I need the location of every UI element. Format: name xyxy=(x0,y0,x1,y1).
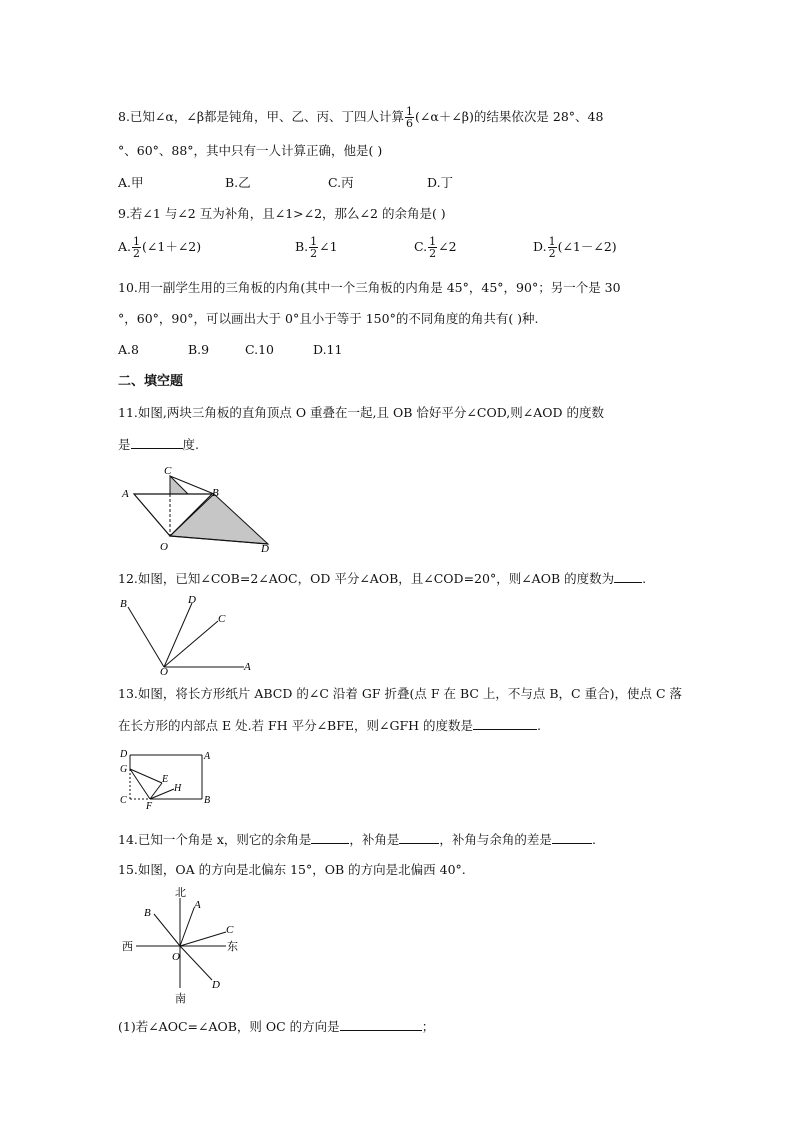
q8-option-b: B.乙 xyxy=(225,175,251,190)
q9-c-label: C. xyxy=(414,239,428,254)
q13-figure xyxy=(118,745,218,809)
q14-blank-supplement xyxy=(399,830,439,844)
q11-line2 xyxy=(118,435,199,454)
q13-label-f: F xyxy=(146,801,153,809)
q13-line2 xyxy=(118,716,541,735)
q9-a-num: 1 xyxy=(133,235,141,248)
q9-a-label: A. xyxy=(118,239,132,254)
q9-c-num: 1 xyxy=(429,235,437,248)
q12-line xyxy=(118,569,646,588)
q11-label-a: A xyxy=(122,488,129,500)
q9-b-label: B. xyxy=(295,239,309,254)
q15-label-b: B xyxy=(144,907,151,919)
q10-option-a: A.8 xyxy=(118,342,139,357)
q13-label-e: E xyxy=(162,774,169,785)
q11-line2-post: 度. xyxy=(182,437,199,452)
q13-line2-pre: 在长方形的内部点 E 处.若 FH 平分∠BFE，则∠GFH 的度数是 xyxy=(118,718,474,733)
q9-a-den: 2 xyxy=(133,247,141,260)
q11-line2-pre: 是 xyxy=(118,437,131,452)
q15-sub1-blank xyxy=(340,1017,422,1031)
q10-option-d: D.11 xyxy=(313,342,343,357)
q15-label-east: 东 xyxy=(227,940,238,953)
q9-b-num: 1 xyxy=(310,235,318,248)
q8-line1 xyxy=(118,106,603,129)
q8-frac-num: 1 xyxy=(406,105,414,118)
q9-c-den: 2 xyxy=(429,247,437,260)
q8-option-a: A.甲 xyxy=(118,175,144,190)
q12-stem-end: . xyxy=(642,571,647,586)
q14-line xyxy=(118,830,596,849)
q15-sub1-pre: (1)若∠AOC=∠AOB，则 OC 的方向是 xyxy=(118,1019,340,1034)
q9-c-fraction xyxy=(428,236,437,259)
q15-ray-ob xyxy=(154,914,180,946)
q8-option-c: C.丙 xyxy=(328,175,354,190)
q14-part2: ，补角是 xyxy=(349,832,400,847)
q9-b-fraction xyxy=(309,236,318,259)
q13-answer-blank xyxy=(473,716,537,730)
q11-label-d: D xyxy=(261,543,269,555)
q8-line2: °、60°、88°，其中只有一人计算正确，他是( ) xyxy=(118,143,383,158)
q8-stem-pre: 8.已知∠α，∠β都是钝角，甲、乙、丙、丁四人计算 xyxy=(118,109,405,124)
q12-figure xyxy=(118,593,258,675)
q12-label-c: C xyxy=(218,613,226,625)
q9-d-den: 2 xyxy=(548,247,556,260)
q15-label-d: D xyxy=(212,979,220,991)
q14-blank-complement xyxy=(311,830,349,844)
q15-sub1-post: ； xyxy=(421,1019,435,1034)
q13-label-d: D xyxy=(120,749,128,760)
q12-ray-ob xyxy=(128,607,164,667)
q8-fraction xyxy=(405,106,414,129)
q9-a-expr: (∠1＋∠2) xyxy=(142,239,202,254)
q15-label-o: O xyxy=(172,951,180,963)
q15-ray-oa xyxy=(180,908,194,946)
q9-option-b xyxy=(295,236,338,259)
q13-label-b: B xyxy=(204,795,211,806)
q11-label-o: O xyxy=(160,541,168,553)
q10-line1: 10.用一副学生用的三角板的内角(其中一个三角板的内角是 45°，45°，90°；另一个是 30 xyxy=(118,280,621,295)
q11-figure xyxy=(118,464,278,556)
q9-b-expr: ∠1 xyxy=(319,239,338,254)
q9-d-num: 1 xyxy=(548,235,556,248)
q12-label-d: D xyxy=(188,594,196,606)
q12-label-o: O xyxy=(160,666,168,675)
q12-label-b: B xyxy=(120,598,127,610)
q8-stem-post: (∠α＋∠β)的结果依次是 28°、48 xyxy=(415,109,604,124)
q13-line1: 13.如图，将长方形纸片 ABCD 的∠C 沿着 GF 折叠(点 F 在 BC 上，不与点 B，C 重合)，使点 C 落 xyxy=(118,686,682,701)
q9-c-expr: ∠2 xyxy=(438,239,457,254)
q11-label-b: B xyxy=(212,487,219,499)
q13-label-h: H xyxy=(174,783,182,794)
q9-d-expr: (∠1－∠2) xyxy=(557,239,617,254)
q15-sub1 xyxy=(118,1017,434,1036)
q15-stem: 15.如图，OA 的方向是北偏东 15°，OB 的方向是北偏西 40°. xyxy=(118,862,466,877)
q8-option-d: D.丁 xyxy=(427,175,454,190)
q9-option-d xyxy=(533,236,617,259)
q15-label-north: 北 xyxy=(175,886,186,899)
q11-line1: 11.如图,两块三角板的直角顶点 O 重叠在一起,且 OB 恰好平分∠COD,则∠AOD 的度数 xyxy=(118,405,604,420)
q12-label-a: A xyxy=(244,661,251,673)
q14-part1: 14.已知一个角是 x，则它的余角是 xyxy=(118,832,312,847)
q9-d-fraction xyxy=(548,236,557,259)
q13-label-a: A xyxy=(204,751,211,762)
q9-d-label: D. xyxy=(533,239,547,254)
q15-ray-oc xyxy=(180,932,226,946)
q10-option-c: C.10 xyxy=(245,342,274,357)
q12-answer-blank xyxy=(614,569,642,583)
q15-label-south: 南 xyxy=(175,992,186,1004)
q10-option-b: B.9 xyxy=(188,342,210,357)
q15-ray-od xyxy=(180,946,212,980)
q9-stem: 9.若∠1 与∠2 互为补角，且∠1>∠2，那么∠2 的余角是( ) xyxy=(118,206,446,221)
q10-line2: °，60°，90°，可以画出大于 0°且小于等于 150°的不同角度的角共有( )种. xyxy=(118,311,539,326)
q14-blank-difference xyxy=(552,830,592,844)
q11-triangle-shaded xyxy=(170,494,268,544)
q9-a-fraction xyxy=(132,236,141,259)
q9-option-a xyxy=(118,236,201,259)
section-heading: 二、填空题 xyxy=(118,374,184,389)
q8-frac-den: 6 xyxy=(406,117,414,130)
q12-ray-od xyxy=(164,603,192,667)
q11-label-c: C xyxy=(164,465,172,477)
q9-option-c xyxy=(414,236,457,259)
q13-label-g: G xyxy=(120,764,128,775)
q13-line2-post: . xyxy=(537,718,542,733)
q15-label-c: C xyxy=(226,924,234,936)
q14-part4: . xyxy=(591,832,596,847)
q15-label-west: 西 xyxy=(122,940,133,953)
q11-answer-blank xyxy=(131,435,183,449)
q9-b-den: 2 xyxy=(310,247,318,260)
q14-part3: ，补角与余角的差是 xyxy=(439,832,552,847)
q11-triangle-shaded-top xyxy=(170,476,188,494)
q15-label-a: A xyxy=(194,899,201,911)
q15-figure xyxy=(118,884,244,1004)
q12-stem: 12.如图，已知∠COB=2∠AOC，OD 平分∠AOB，且∠COD=20°，则∠AOB 的度数为 xyxy=(118,571,615,586)
q13-label-c: C xyxy=(120,795,127,806)
q12-ray-oc xyxy=(164,621,218,667)
